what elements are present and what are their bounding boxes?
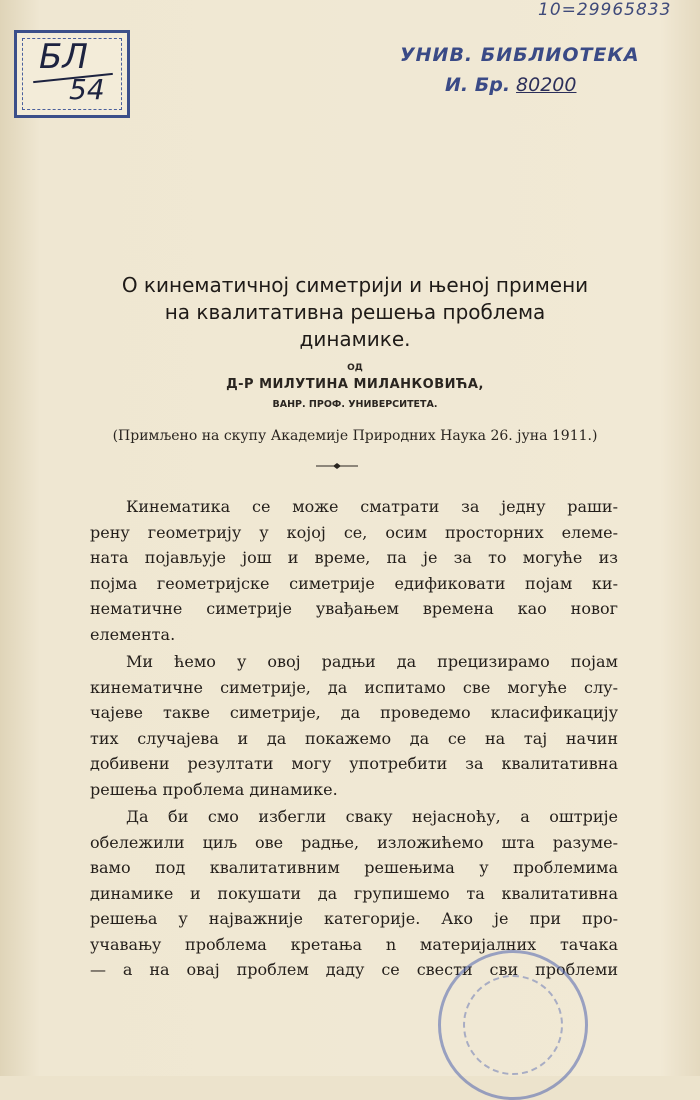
title-line-2: на квалитативна решења проблема xyxy=(164,300,546,324)
text-line: Кинематика се може сматрати за једну раши- xyxy=(126,497,618,516)
paragraph-2 xyxy=(90,649,618,802)
text-line: Ми ћемо у овој радњи да прецизирамо појам xyxy=(126,652,618,671)
title-line-1: О кинематичној симетрији и њеној примени xyxy=(121,273,589,297)
text-line: појма геометријске симетрије едификовати појам ки- xyxy=(90,573,618,593)
handwritten-inventory-note: 10=29965833 xyxy=(538,0,672,20)
text-line: решења проблема динамике. xyxy=(90,779,338,799)
library-stamp-number: 80200 xyxy=(516,74,577,96)
text-line: вамо под квалитативним решењима у проблемима xyxy=(90,858,618,877)
title-line-3: динамике. xyxy=(299,327,411,351)
shelf-label-number: 54 xyxy=(69,73,105,106)
round-stamp-inner-ring xyxy=(463,975,563,1075)
library-stamp-inventory xyxy=(445,74,577,96)
text-line: тих случајева и да покажемо да се на тај начин xyxy=(90,728,618,748)
text-line: решења у најважније категорије. Ако је при про- xyxy=(90,909,618,928)
text-line: нематичне симетрије увађањем времена као новог xyxy=(90,599,618,618)
library-round-stamp xyxy=(438,950,588,1100)
text-line: обележили циљ ове радње, изложићемо шта разуме- xyxy=(90,832,618,852)
paragraph-1 xyxy=(90,494,618,647)
library-stamp-prefix: И. Бр. xyxy=(445,74,511,96)
library-stamp-name: УНИВ. БИБЛИОТЕКА xyxy=(400,44,640,66)
author-name: Д-Р МИЛУТИНА МИЛАНКОВИЋА, xyxy=(226,377,484,392)
text-line: ната појављује још и време, па је за то могуће из xyxy=(90,548,618,567)
text-line: динамике и покушати да групишемо та квалитативна xyxy=(90,883,618,903)
text-line: кинематичне симетрије, да испитамо све могуће слу- xyxy=(90,677,618,697)
text-line: — а на овај проблем даду се свести сви проблеми xyxy=(90,960,618,979)
body-text xyxy=(90,494,618,983)
author-rank: ВАНР. ПРОФ. УНИВЕРСИТЕТА. xyxy=(272,399,438,410)
shelf-label-code: БЛ xyxy=(39,37,88,77)
text-line: учавању проблема кретања n материјалних тачака xyxy=(90,934,618,954)
text-line: чајеве такве симетрије, да проведемо класификацију xyxy=(90,703,618,722)
text-line: рену геометрију у којој се, осим просторних елеме- xyxy=(90,522,618,542)
received-note: (Примљено на скупу Академије Природних Наука 26. јуна 1911.) xyxy=(112,428,598,444)
ornament-divider xyxy=(316,463,358,469)
text-line: елемента. xyxy=(90,624,176,644)
text-line: Да би смо избегли сваку нејасноћу, а оштрије xyxy=(126,807,618,826)
text-line: добивени резултати могу употребити за квалитативна xyxy=(90,754,618,773)
shelf-label xyxy=(14,30,130,118)
byline-od: ОД xyxy=(347,363,363,373)
